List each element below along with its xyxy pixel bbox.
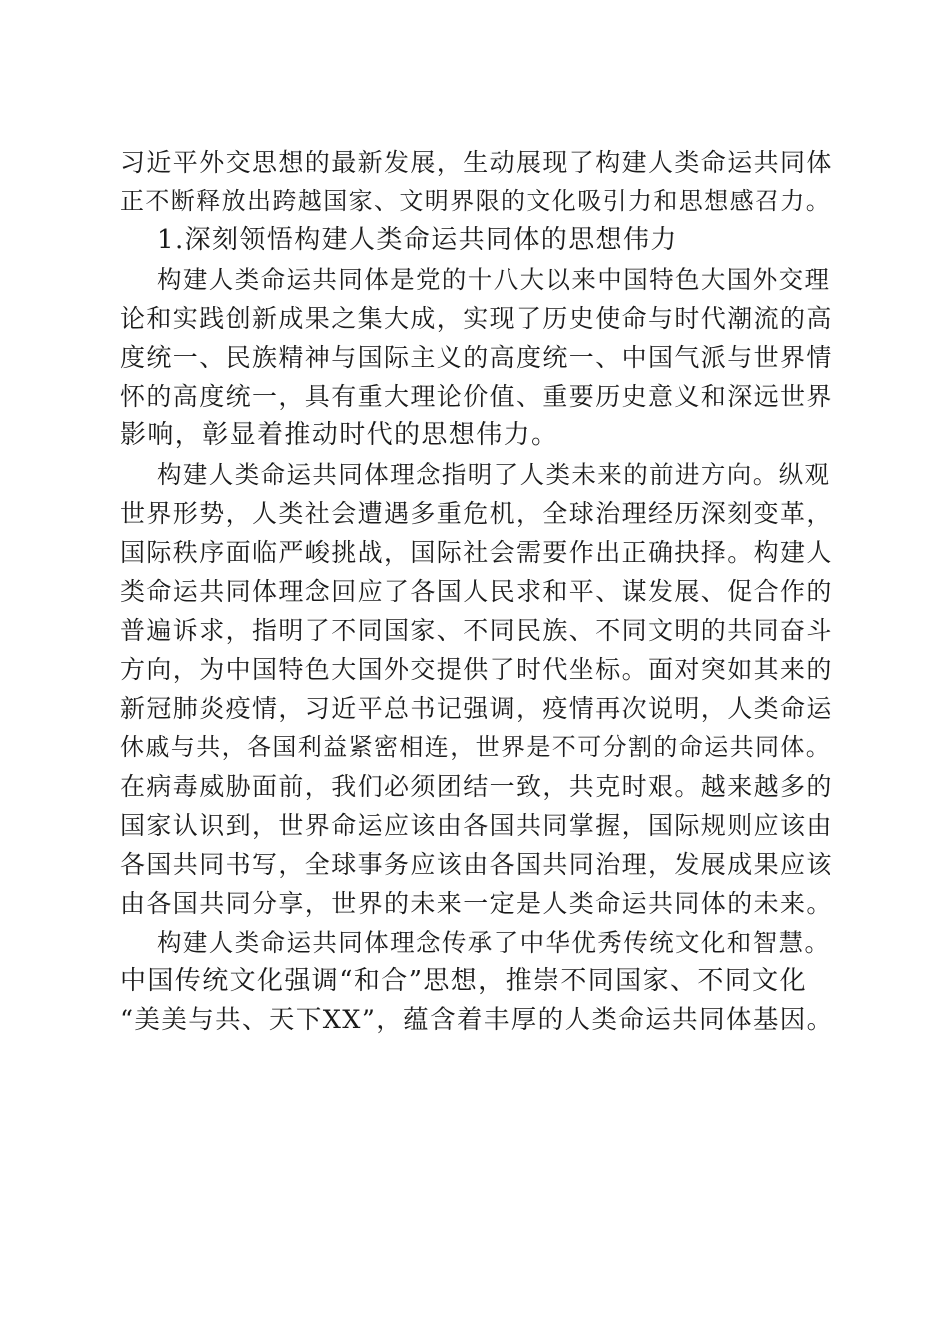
text-line: 普遍诉求，指明了不同国家、不同民族、不同文明的共同奋斗 bbox=[120, 616, 833, 645]
text-line: 习近平外交思想的最新发展，生动展现了构建人类命运共同体 bbox=[120, 148, 833, 177]
text-line: 中国传统文化强调“和合”思想，推崇不同国家、不同文化 bbox=[120, 966, 807, 996]
text-line: 由各国共同分享，世界的未来一定是人类命运共同体的未来。 bbox=[120, 889, 833, 918]
text-line: 休戚与共，各国利益紧密相连，世界是不可分割的命运共同体。 bbox=[120, 733, 832, 761]
text-line: “美美与共、天下XX”，蕴含着丰厚的人类命运共同体基因。 bbox=[120, 1005, 834, 1035]
text-line: 在病毒威胁面前，我们必须团结一致，共克时艰。越来越多的 bbox=[120, 772, 833, 801]
section-heading: 1.深刻领悟构建人类命运共同体的思想伟力 bbox=[157, 225, 678, 255]
text-line: 正不断释放出跨越国家、文明界限的文化吸引力和思想感召力。 bbox=[120, 187, 832, 215]
text-line: 度统一、民族精神与国际主义的高度统一、中国气派与世界情 bbox=[120, 343, 833, 372]
text-line: 新冠肺炎疫情，习近平总书记强调，疫情再次说明，人类命运 bbox=[120, 694, 833, 723]
paragraph-start: 构建人类命运共同体是党的十八大以来中国特色大国外交理 bbox=[157, 265, 831, 294]
paragraph-start: 构建人类命运共同体理念指明了人类未来的前进方向。纵观 bbox=[157, 460, 831, 489]
document-body bbox=[120, 143, 840, 1040]
paragraph-start: 构建人类命运共同体理念传承了中华优秀传统文化和智慧。 bbox=[157, 928, 831, 957]
text-line: 论和实践创新成果之集大成，实现了历史使命与时代潮流的高 bbox=[120, 304, 833, 333]
text-line: 怀的高度统一，具有重大理论价值、重要历史意义和深远世界 bbox=[120, 382, 833, 411]
text-line: 各国共同书写，全球事务应该由各国共同治理，发展成果应该 bbox=[120, 850, 833, 879]
text-line: 世界形势，人类社会遭遇多重危机，全球治理经历深刻变革， bbox=[120, 499, 833, 528]
text-line: 方向，为中国特色大国外交提供了时代坐标。面对突如其来的 bbox=[120, 655, 833, 684]
text-line: 影响，彰显着推动时代的思想伟力。 bbox=[120, 420, 559, 450]
text-line: 国家认识到，世界命运应该由各国共同掌握，国际规则应该由 bbox=[120, 811, 833, 840]
text-line: 国际秩序面临严峻挑战，国际社会需要作出正确抉择。构建人 bbox=[120, 538, 833, 567]
text-line: 类命运共同体理念回应了各国人民求和平、谋发展、促合作的 bbox=[120, 577, 833, 606]
